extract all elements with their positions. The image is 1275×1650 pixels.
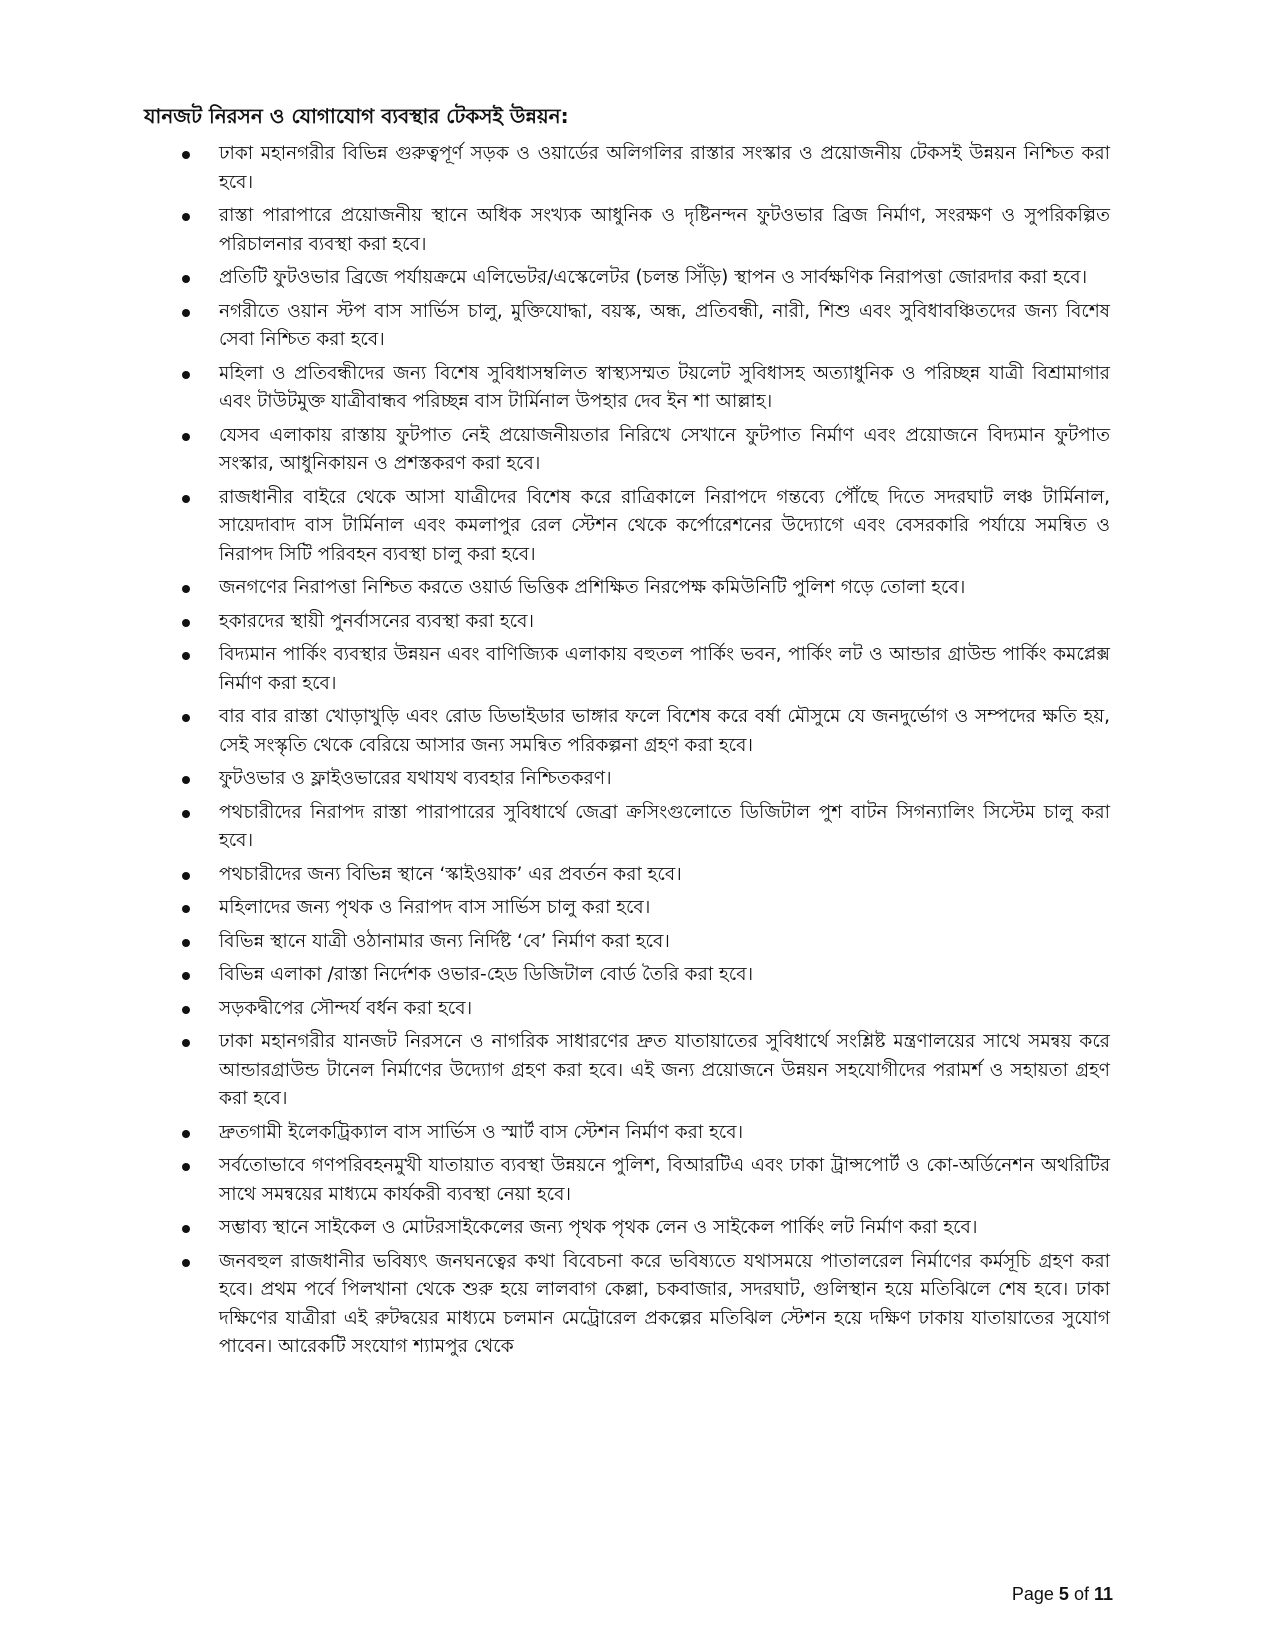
list-item: ফুটওভার ও ফ্লাইওভারের যথাযথ ব্যবহার নিশ্চিতকরণ। <box>172 765 1110 794</box>
list-item: পথচারীদের জন্য বিভিন্ন স্থানে ‘স্কাইওয়াক’ এর প্রবর্তন করা হবে। <box>172 861 1110 890</box>
list-item: দ্রুতগামী ইলেকট্রিক্যাল বাস সার্ভিস ও স্মার্ট বাস স্টেশন নির্মাণ করা হবে। <box>172 1119 1110 1148</box>
list-item: যেসব এলাকায় রাস্তায় ফুটপাত নেই প্রয়োজনীয়তার নিরিখে সেখানে ফুটপাত নির্মাণ এবং প্রয়োজনে বিদ্যমান ফুটপাত সংস্কার, আধুনিকায়ন ও প্রশস্তকরণ করা হবে। <box>172 422 1110 479</box>
list-item: ঢাকা মহানগরীর যানজট নিরসনে ও নাগরিক সাধারণের দ্রুত যাতায়াতের সুবিধার্থে সংশ্লিষ্ট মন্ত্রণালয়ের সাথে সমন্বয় করে আন্ডারগ্রাউন্ড টানেল নির্মাণের উদ্যোগ গ্রহণ করা হবে। এই জন্য প্রয়োজনে উন্নয়ন সহযোগীদের পরামর্শ ও সহায়তা গ্রহণ করা হবে। <box>172 1028 1110 1114</box>
list-item: রাজধানীর বাইরে থেকে আসা যাত্রীদের বিশেষ করে রাত্রিকালে নিরাপদে গন্তব্যে পৌঁছে দিতে সদরঘাট লঞ্চ টার্মিনাল, সায়েদাবাদ বাস টার্মিনাল এবং কমলাপুর রেল স্টেশন থেকে কর্পোরেশনের উদ্যোগে এবং বেসরকারি পর্যায়ে সমন্বিত ও নিরাপদ সিটি পরিবহন ব্যবস্থা চালু করা হবে। <box>172 484 1110 570</box>
list-item: বিভিন্ন স্থানে যাত্রী ওঠানামার জন্য নির্দিষ্ট ‘বে’ নির্মাণ করা হবে। <box>172 928 1110 957</box>
list-item: রাস্তা পারাপারে প্রয়োজনীয় স্থানে অধিক সংখ্যক আধুনিক ও দৃষ্টিনন্দন ফুটওভার ব্রিজ নির্মাণ, সংরক্ষণ ও সুপরিকল্পিত পরিচালনার ব্যবস্থা করা হবে। <box>172 202 1110 259</box>
list-item: ঢাকা মহানগরীর বিভিন্ন গুরুত্বপূর্ণ সড়ক ও ওয়ার্ডের অলিগলির রাস্তার সংস্কার ও প্রয়োজনীয় টেকসই উন্নয়ন নিশ্চিত করা হবে। <box>172 140 1110 197</box>
page-word: Page <box>1011 1584 1054 1604</box>
list-item: মহিলা ও প্রতিবন্ধীদের জন্য বিশেষ সুবিধাসম্বলিত স্বাস্থ্যসম্মত টয়লেট সুবিধাসহ অত্যাধুনিক ও পরিচ্ছন্ন যাত্রী বিশ্রামাগার এবং টাউটমুক্ত যাত্রীবান্ধব পরিচ্ছন্ন বাস টার্মিনাল উপহার দেব ইন শা আল্লাহ। <box>172 360 1110 417</box>
list-item: মহিলাদের জন্য পৃথক ও নিরাপদ বাস সার্ভিস চালু করা হবে। <box>172 894 1110 923</box>
list-item: বিভিন্ন এলাকা /রাস্তা নির্দেশক ওভার-হেড ডিজিটাল বোর্ড তৈরি করা হবে। <box>172 961 1110 990</box>
list-item: হকারদের স্থায়ী পুনর্বাসনের ব্যবস্থা করা হবে। <box>172 608 1110 637</box>
total-pages: 11 <box>1093 1584 1113 1604</box>
of-word: of <box>1073 1584 1089 1604</box>
list-item: সড়কদ্বীপের সৌন্দর্য বর্ধন করা হবে। <box>172 995 1110 1024</box>
page-number <box>1012 1584 1113 1605</box>
list-item: জনগণের নিরাপত্তা নিশ্চিত করতে ওয়ার্ড ভিত্তিক প্রশিক্ষিত নিরপেক্ষ কমিউনিটি পুলিশ গড়ে তোলা হবে। <box>172 574 1110 603</box>
list-item: বিদ্যমান পার্কিং ব্যবস্থার উন্নয়ন এবং বাণিজ্যিক এলাকায় বহুতল পার্কিং ভবন, পার্কিং লট ও আন্ডার গ্রাউন্ড পার্কিং কমপ্লেক্স নির্মাণ করা হবে। <box>172 641 1110 698</box>
current-page: 5 <box>1058 1584 1069 1604</box>
list-item: পথচারীদের নিরাপদ রাস্তা পারাপারের সুবিধার্থে জেব্রা ক্রসিংগুলোতে ডিজিটাল পুশ বাটন সিগন্যালিং সিস্টেম চালু করা হবে। <box>172 799 1110 856</box>
list-item: নগরীতে ওয়ান স্টপ বাস সার্ভিস চালু, মুক্তিযোদ্ধা, বয়স্ক, অন্ধ, প্রতিবন্ধী, নারী, শিশু এবং সুবিধাবঞ্চিতদের জন্য বিশেষ সেবা নিশ্চিত করা হবে। <box>172 298 1110 355</box>
list-item: সর্বতোভাবে গণপরিবহনমুখী যাতায়াত ব্যবস্থা উন্নয়নে পুলিশ, বিআরটিএ এবং ঢাকা ট্রান্সপোর্ট ও কো-অর্ডিনেশন অথরিটির সাথে সমন্বয়ের মাধ্যমে কার্যকরী ব্যবস্থা নেয়া হবে। <box>172 1152 1110 1209</box>
list-item: জনবহুল রাজধানীর ভবিষ্যৎ জনঘনত্বের কথা বিবেচনা করে ভবিষ্যতে যথাসময়ে পাতালরেল নির্মাণের কর্মসূচি গ্রহণ করা হবে। প্রথম পর্বে পিলখানা থেকে শুরু হয়ে লালবাগ কেল্লা, চকবাজার, সদরঘাট, গুলিস্থান হয়ে মতিঝিলে শেষ হবে। ঢাকা দক্ষিণের যাত্রীরা এই রুটদ্বয়ের মাধ্যমে চলমান মেট্রোরেল প্রকল্পের মতিঝিল স্টেশন হয়ে দক্ষিণ ঢাকায় যাতায়াতের সুযোগ পাবেন। আরেকটি সংযোগ শ্যামপুর থেকে <box>172 1248 1110 1362</box>
list-item: প্রতিটি ফুটওভার ব্রিজে পর্যায়ক্রমে এলিভেটর/এস্কেলেটর (চলন্ত সিঁড়ি) স্থাপন ও সার্বক্ষণিক নিরাপত্তা জোরদার করা হবে। <box>172 264 1110 293</box>
section-heading: যানজট নিরসন ও যোগাযোগ ব্যবস্থার টেকসই উন্নয়ন: <box>144 104 569 128</box>
list-item: বার বার রাস্তা খোড়াখুড়ি এবং রোড ডিভাইডার ভাঙ্গার ফলে বিশেষ করে বর্ষা মৌসুমে যে জনদুর্ভোগ ও সম্পদের ক্ষতি হয়, সেই সংস্কৃতি থেকে বেরিয়ে আসার জন্য সমন্বিত পরিকল্পনা গ্রহণ করা হবে। <box>172 703 1110 760</box>
bullet-list <box>172 140 1110 1367</box>
list-item: সম্ভাব্য স্থানে সাইকেল ও মোটরসাইকেলের জন্য পৃথক পৃথক লেন ও সাইকেল পার্কিং লট নির্মাণ করা হবে। <box>172 1214 1110 1243</box>
